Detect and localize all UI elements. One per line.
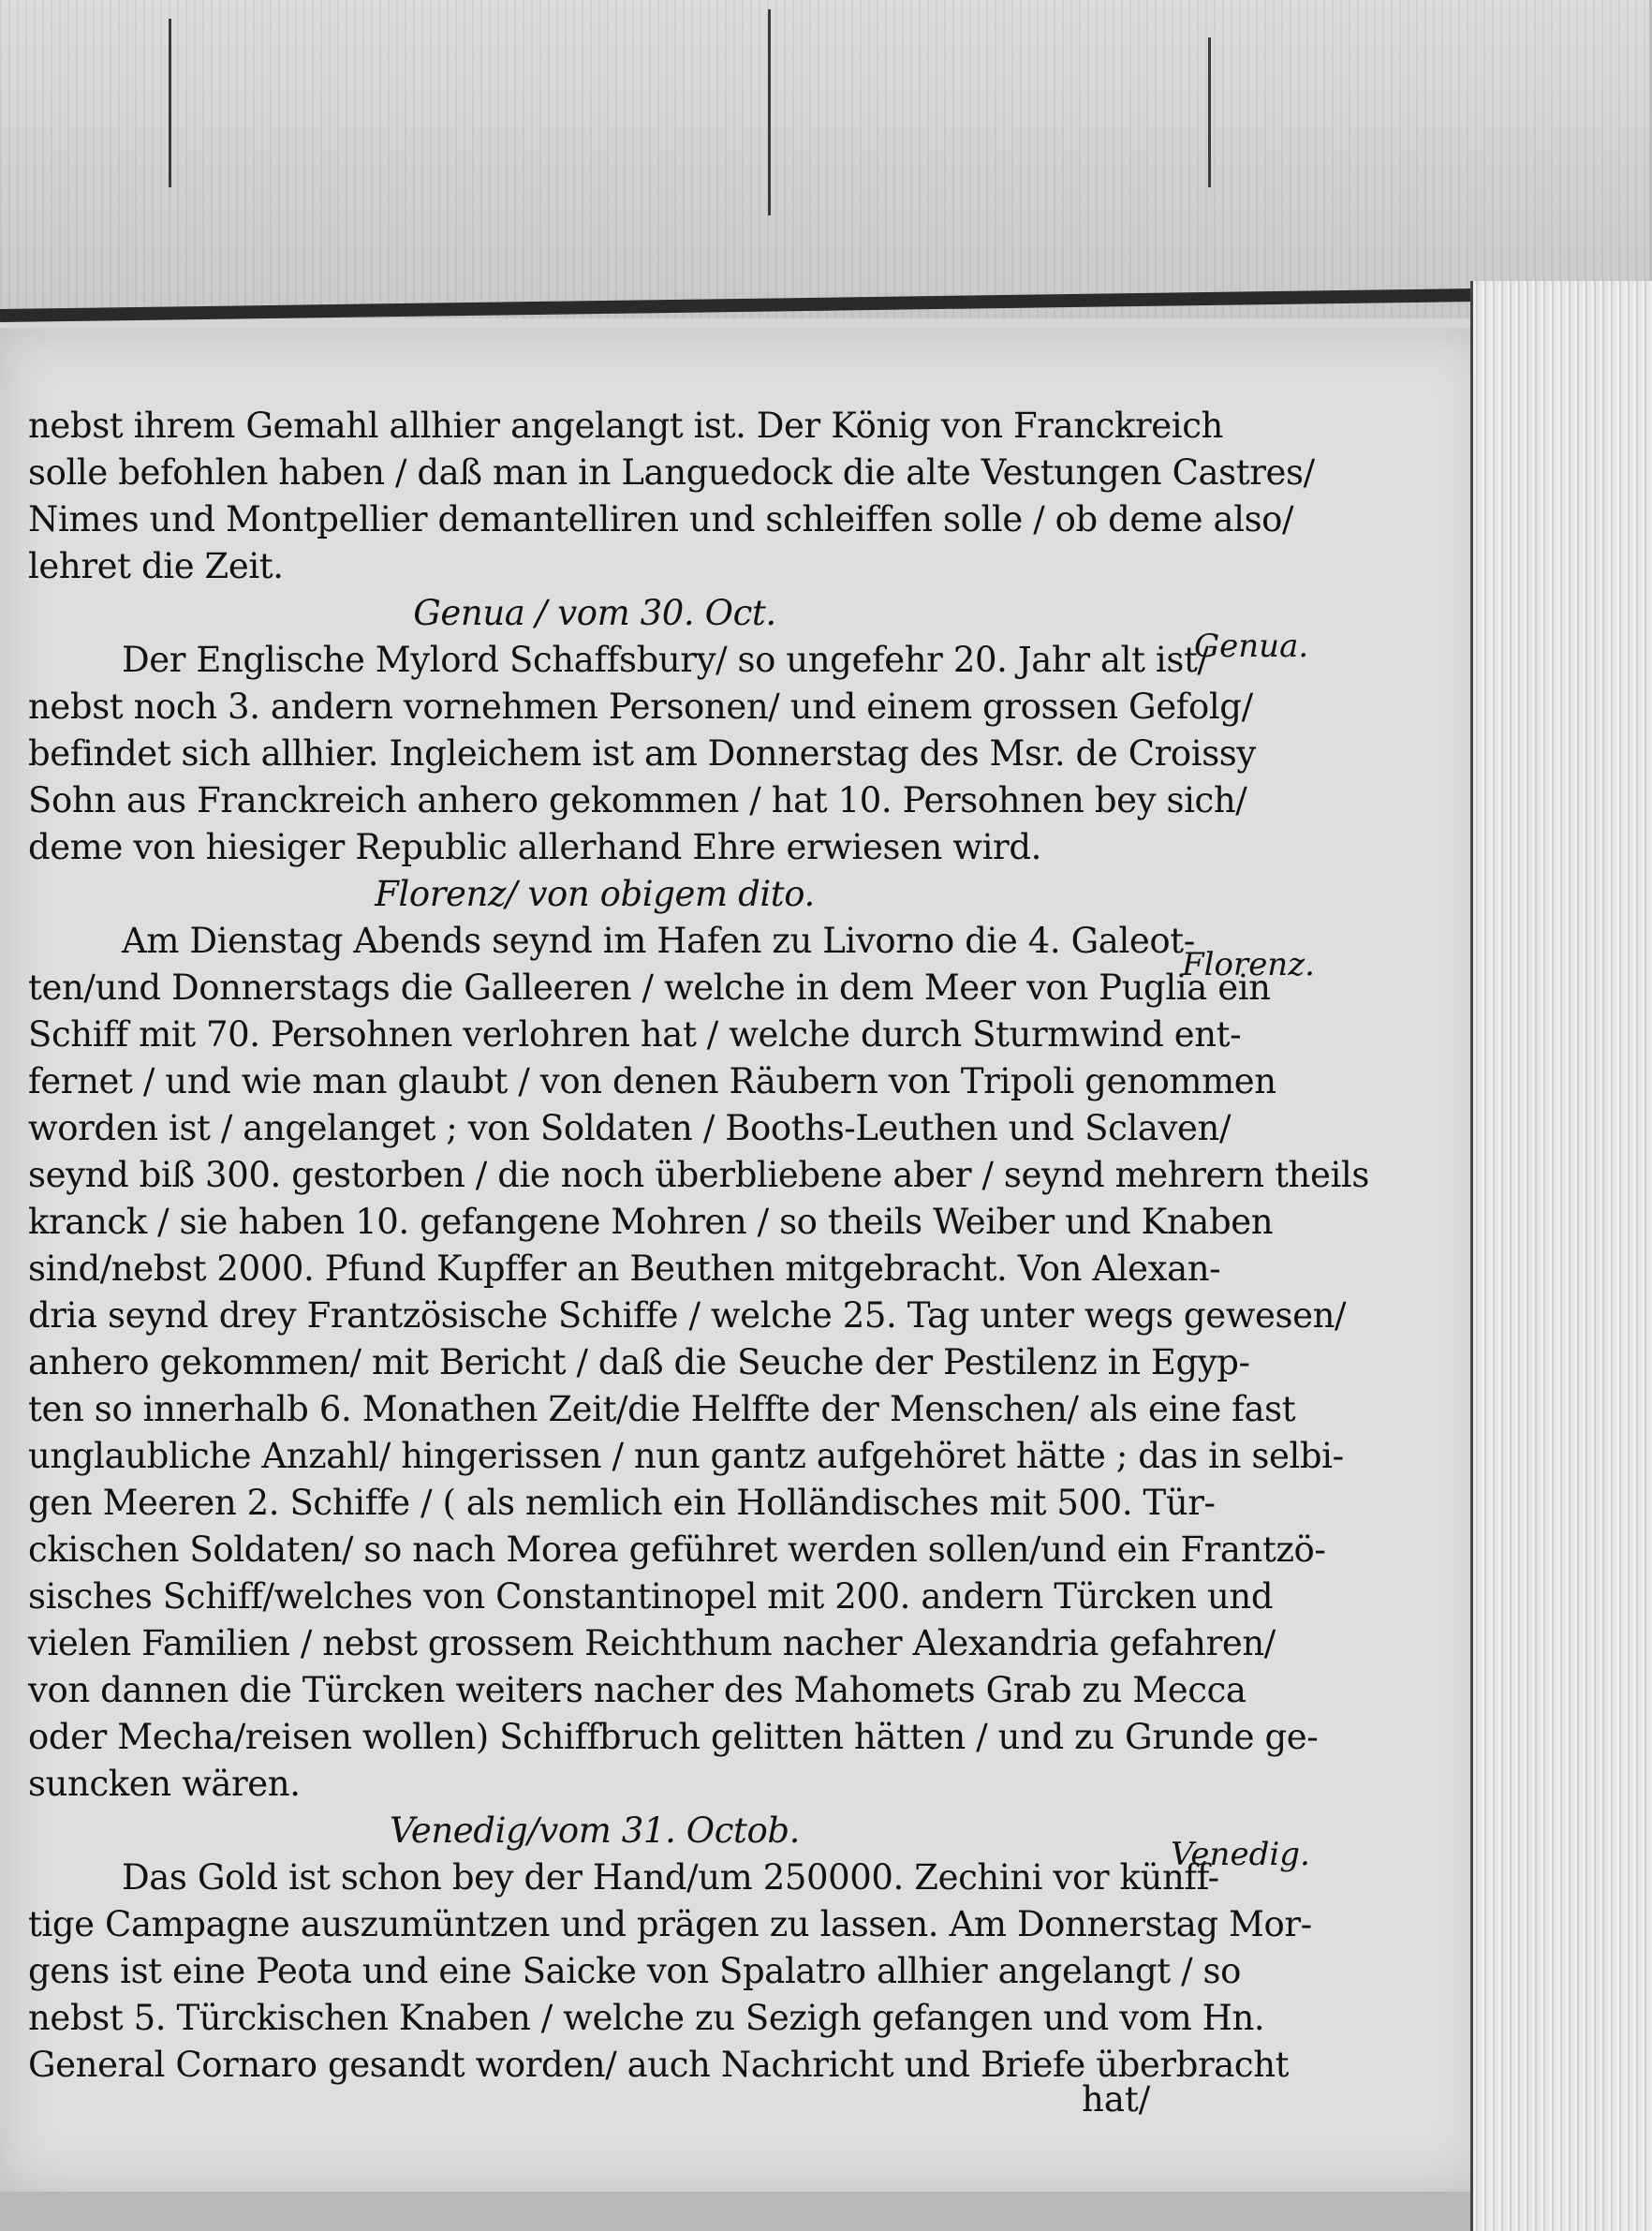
section-heading-venedig: Venedig/vom 31. Octob.: [389, 1810, 801, 1851]
text-line: sind/nebst 2000. Pfund Kupffer an Beuthen mitgebracht. Von Alexan-: [28, 1248, 1221, 1289]
text-line: anhero gekommen/ mit Bericht / daß die Seuche der Pestilenz in Egyp-: [28, 1342, 1250, 1382]
text-line: Der Englische Mylord Schaffsbury/ so ungefehr 20. Jahr alt ist/: [122, 640, 1209, 680]
text-line: nebst noch 3. andern vornehmen Personen/ und einem grossen Gefolg/: [28, 687, 1253, 727]
text-line: kranck / sie haben 10. gefangene Mohren / so theils Weiber und Knaben: [28, 1202, 1274, 1242]
text-line: General Cornaro gesandt worden/ auch Nachricht und Briefe überbracht: [28, 2045, 1290, 2085]
text-line: ten so innerhalb 6. Monathen Zeit/die Helffte der Menschen/ als eine fast: [28, 1389, 1296, 1429]
text-line: nebst ihrem Gemahl allhier angelangt ist. Der König von Franckreich: [28, 406, 1223, 446]
text-line: dria seynd drey Frantzösische Schiffe / welche 25. Tag unter wegs gewesen/: [28, 1295, 1347, 1336]
text-line: oder Mecha/reisen wollen) Schiffbruch gelitten hätten / und zu Grunde ge-: [28, 1717, 1319, 1757]
text-line: seynd biß 300. gestorben / die noch überbliebene aber / seynd mehrern theils: [28, 1155, 1369, 1195]
text-line: tige Campagne auszumüntzen und prägen zu lassen. Am Donnerstag Mor-: [28, 1904, 1312, 1944]
text-line: Sohn aus Franckreich anhero gekommen / hat 10. Persohnen bey sich/: [28, 780, 1247, 820]
text-line: ckischen Soldaten/ so nach Morea geführet werden sollen/und ein Frantzö-: [28, 1529, 1326, 1570]
margin-note-genua: Genua.: [1194, 628, 1309, 665]
text-line: solle befohlen haben / daß man in Languedock die alte Vestungen Castres/: [28, 452, 1315, 493]
background-crack: [768, 9, 771, 215]
text-line: Das Gold ist schon bey der Hand/um 250000. Zechini vor künff-: [122, 1857, 1219, 1898]
text-line: worden ist / angelanget ; von Soldaten / Booths-Leuthen und Sclaven/: [28, 1108, 1232, 1148]
section-heading-genua: Genua / vom 30. Oct.: [413, 593, 776, 633]
text-line: Am Dienstag Abends seynd im Hafen zu Livorno die 4. Galeot-: [122, 921, 1195, 961]
background-page-top: [0, 0, 1649, 318]
text-line: suncken wären.: [28, 1764, 301, 1804]
text-line: befindet sich allhier. Ingleichem ist am Donnerstag des Msr. de Croissy: [28, 733, 1256, 774]
text-line: gens ist eine Peota und eine Saicke von Spalatro allhier angelangt / so: [28, 1951, 1241, 1991]
text-line: gen Meeren 2. Schiffe / ( als nemlich ein Holländisches mit 500. Tür-: [28, 1483, 1216, 1523]
page-text-block: [28, 403, 1369, 2089]
text-line: fernet / und wie man glaubt / von denen Räubern von Tripoli genommen: [28, 1061, 1276, 1101]
catchword: hat/: [1082, 2079, 1151, 2120]
margin-note-florenz: Florenz.: [1182, 946, 1315, 983]
text-line: nebst 5. Türckischen Knaben / welche zu Sezigh gefangen und vom Hn.: [28, 1998, 1265, 2038]
text-line: lehret die Zeit.: [28, 546, 284, 586]
section-heading-florenz: Florenz/ von obigem dito.: [375, 874, 815, 914]
background-crack: [169, 19, 171, 187]
text-line: vielen Familien / nebst grossem Reichthum nacher Alexandria gefahren/: [28, 1623, 1276, 1663]
book-fore-edge: [1470, 281, 1652, 2231]
margin-note-venedig: Venedig.: [1171, 1836, 1310, 1873]
background-crack: [1208, 37, 1211, 187]
text-line: Nimes und Montpellier demantelliren und schleiffen solle / ob deme also/: [28, 499, 1294, 539]
text-line: von dannen die Türcken weiters nacher des Mahomets Grab zu Mecca: [28, 1670, 1246, 1710]
text-line: ten/und Donnerstags die Galleeren / welche in dem Meer von Puglia ein: [28, 968, 1271, 1008]
text-line: sisches Schiff/welches von Constantinopel mit 200. andern Türcken und: [28, 1576, 1274, 1617]
text-line: deme von hiesiger Republic allerhand Ehre erwiesen wird.: [28, 827, 1041, 867]
text-line: unglaubliche Anzahl/ hingerissen / nun gantz aufgehöret hätte ; das in selbi-: [28, 1436, 1344, 1476]
text-line: Schiff mit 70. Persohnen verlohren hat / welche durch Sturmwind ent-: [28, 1014, 1242, 1055]
